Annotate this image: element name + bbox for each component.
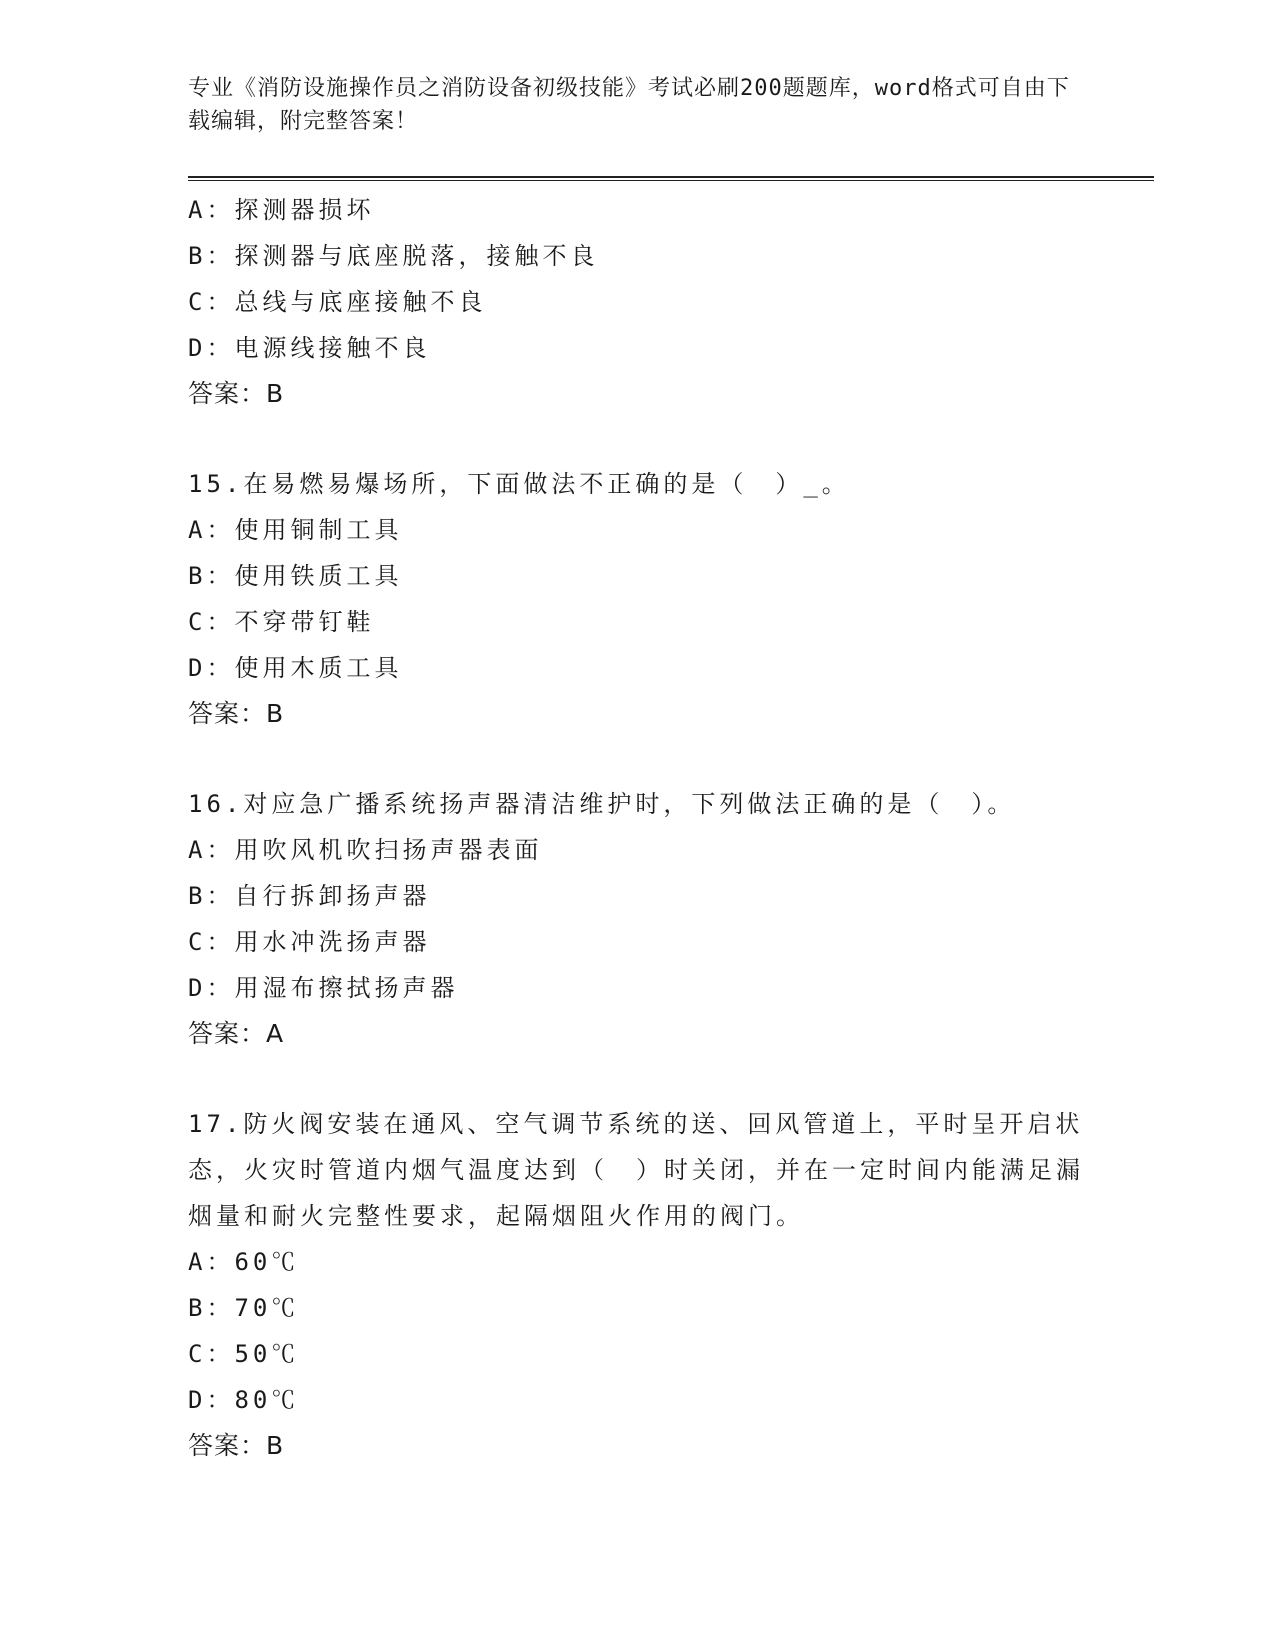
question-content <box>188 187 1088 1469</box>
continued-question <box>188 187 1088 417</box>
option-b: B：自行拆卸扬声器 <box>188 882 431 910</box>
option-c: C：用水冲洗扬声器 <box>188 928 431 956</box>
answer-line: 答案：A <box>188 1019 285 1048</box>
document-header: 专业《消防设施操作员之消防设备初级技能》考试必刷200题题库，word格式可自由下载编辑，附完整答案！ <box>188 76 1070 134</box>
option-c: C：50℃ <box>188 1340 300 1368</box>
option-b: B：使用铁质工具 <box>188 562 403 590</box>
question-17 <box>188 1101 1088 1469</box>
question-text: 16.对应急广播系统扬声器清洁维护时，下列做法正确的是（ ）。 <box>188 790 1016 818</box>
option-b: B：70℃ <box>188 1294 300 1322</box>
question-text: 17.防火阀安装在通风、空气调节系统的送、回风管道上，平时呈开启状态，火灾时管道内烟气温度达到（ ）时关闭，并在一定时间内能满足漏烟量和耐火完整性要求，起隔烟阻火作用的阀门。 <box>188 1110 1084 1230</box>
option-c: C：总线与底座接触不良 <box>188 288 487 316</box>
answer-line: 答案：B <box>188 699 285 728</box>
option-d: D：电源线接触不良 <box>188 334 431 362</box>
option-d: D：80℃ <box>188 1386 300 1414</box>
option-d: D：用湿布擦拭扬声器 <box>188 974 459 1002</box>
option-a: A：用吹风机吹扫扬声器表面 <box>188 836 543 864</box>
option-c: C：不穿带钉鞋 <box>188 608 375 636</box>
answer-line: 答案：B <box>188 1431 285 1460</box>
option-a: A：60℃ <box>188 1248 300 1276</box>
option-a: A：使用铜制工具 <box>188 516 403 544</box>
header-divider <box>188 176 1154 181</box>
option-b: B：探测器与底座脱落，接触不良 <box>188 242 599 270</box>
option-d: D：使用木质工具 <box>188 654 403 682</box>
question-16 <box>188 781 1088 1057</box>
question-15 <box>188 461 1088 737</box>
question-text: 15.在易燃易爆场所，下面做法不正确的是（ ）_。 <box>188 470 850 498</box>
answer-line: 答案：B <box>188 379 285 408</box>
option-a: A：探测器损坏 <box>188 196 375 224</box>
